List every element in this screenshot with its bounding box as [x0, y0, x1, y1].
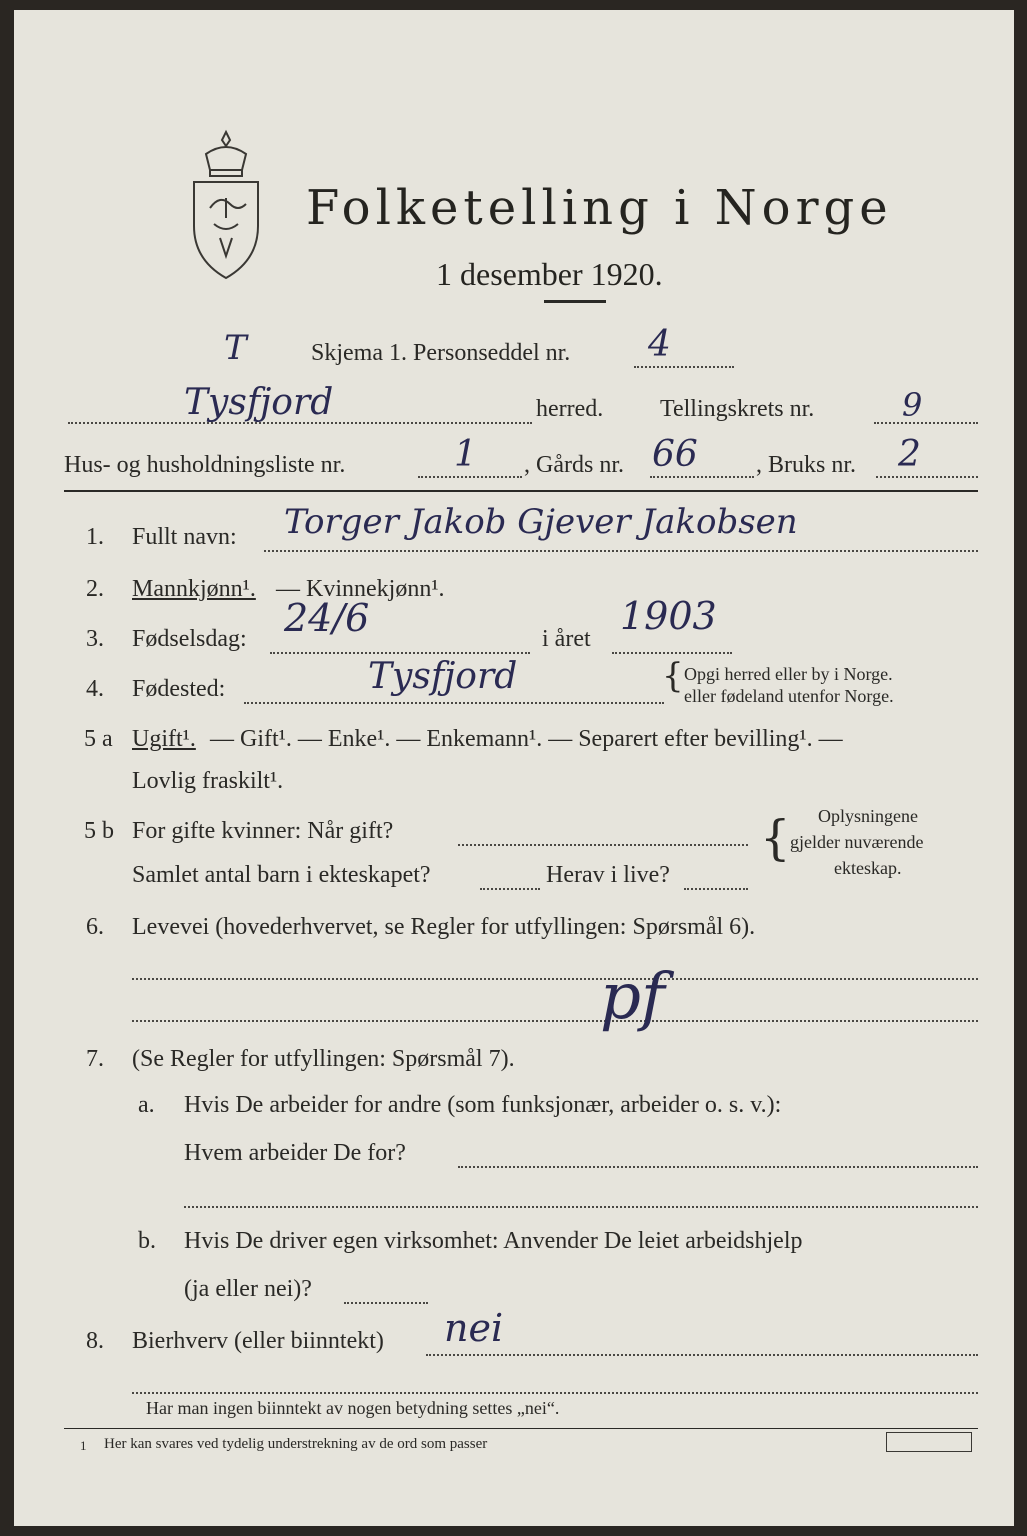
coat-of-arms-icon: [180, 128, 272, 288]
q7b-letter: b.: [138, 1228, 156, 1254]
birth-year-line: [612, 652, 732, 654]
q7-label: (Se Regler for utfyllingen: Spørsmål 7).: [132, 1046, 515, 1072]
birth-year-value[interactable]: 1903: [620, 594, 717, 638]
married-when-label: For gifte kvinner: Når gift?: [132, 818, 394, 844]
schema-number-line: [634, 366, 734, 368]
footnote-text: Her kan svares ved tydelig understrekning av de ord som passer: [104, 1436, 488, 1452]
q7b-hired-help-line: [344, 1302, 428, 1304]
marriage-note-line2: gjelder nuværende: [790, 832, 924, 852]
marriage-note-line1: Oplysningene: [818, 806, 918, 826]
tellingskrets-label: Tellingskrets nr.: [660, 396, 815, 422]
q7a-letter: a.: [138, 1092, 155, 1118]
tellingskrets-line: [874, 422, 978, 424]
schema-initial-mark: T: [224, 328, 247, 368]
schema-number-value[interactable]: 4: [648, 324, 671, 365]
birthdate-value[interactable]: 24/6: [284, 596, 370, 640]
header-rule: [64, 490, 978, 492]
footnote-marker: 1: [80, 1438, 87, 1453]
birthplace-value[interactable]: Tysfjord: [368, 656, 518, 697]
side-income-line: [426, 1354, 978, 1356]
herred-value[interactable]: Tysfjord: [184, 382, 334, 423]
marital-divorced-option[interactable]: Lovlig fraskilt¹.: [132, 768, 284, 794]
children-alive-line: [684, 888, 748, 890]
item-number-2: 2.: [86, 576, 104, 602]
footnote-rule: [64, 1428, 978, 1429]
marriage-note-line3: ekteskap.: [834, 858, 902, 878]
q7b-hired-help-label: (ja eller nei)?: [184, 1276, 312, 1302]
marriage-note-bracket: {: [760, 810, 791, 866]
item-number-8: 8.: [86, 1328, 104, 1354]
form-title: Folketelling i Norge: [306, 180, 893, 236]
children-count-line: [480, 888, 540, 890]
children-count-label: Samlet antal barn i ekteskapet?: [132, 862, 431, 888]
occupation-value[interactable]: pf: [600, 960, 665, 1034]
q7a-employer-line: [458, 1166, 978, 1168]
schema-label: Skjema 1. Personseddel nr.: [311, 340, 571, 366]
item-number-5a: 5 a: [84, 726, 113, 752]
q7b-question: Hvis De driver egen virksomhet: Anvender De leiet arbeidshjelp: [184, 1228, 803, 1254]
q7a-question: Hvis De arbeider for andre (som funksjonær, arbeider o. s. v.):: [184, 1092, 782, 1118]
printer-stamp: [886, 1432, 972, 1452]
side-income-line-2: [132, 1392, 978, 1394]
item-number-1: 1.: [86, 524, 104, 550]
husliste-line: [418, 476, 522, 478]
side-income-label: Bierhverv (eller biinntekt): [132, 1328, 384, 1354]
gards-label: , Gårds nr.: [524, 452, 624, 478]
birthdate-line: [270, 652, 530, 654]
children-alive-label: Herav i live?: [546, 862, 670, 888]
birthdate-label: Fødselsdag:: [132, 626, 247, 652]
census-form-page: [14, 10, 1014, 1526]
side-income-value[interactable]: nei: [444, 1306, 504, 1350]
item-number-4: 4.: [86, 676, 104, 702]
marital-other-options[interactable]: — Gift¹. — Enke¹. — Enkemann¹. — Separert efter bevilling¹. —: [210, 726, 843, 752]
birthplace-note-bracket: {: [662, 656, 684, 696]
gards-value[interactable]: 66: [652, 434, 698, 475]
q7a-employer-line-2: [184, 1206, 978, 1208]
full-name-line: [264, 550, 978, 552]
bruks-label: , Bruks nr.: [756, 452, 857, 478]
gards-line: [650, 476, 754, 478]
item-number-5b: 5 b: [84, 818, 114, 844]
occupation-line-2: [132, 1020, 978, 1022]
gender-female-option[interactable]: — Kvinnekjønn¹.: [276, 576, 445, 602]
birthplace-note-line2: eller fødeland utenfor Norge.: [684, 686, 894, 706]
birth-year-label: i året: [542, 626, 591, 652]
birthplace-note-line1: Opgi herred eller by i Norge.: [684, 664, 893, 684]
bruks-value[interactable]: 2: [898, 434, 921, 475]
husliste-value[interactable]: 1: [454, 434, 477, 475]
occupation-label: Levevei (hovederhvervet, se Regler for utfyllingen: Spørsmål 6).: [132, 914, 756, 940]
census-date: 1 desember 1920.: [436, 256, 663, 292]
item-number-6: 6.: [86, 914, 104, 940]
item-number-3: 3.: [86, 626, 104, 652]
full-name-value[interactable]: Torger Jakob Gjever Jakobsen: [284, 502, 798, 542]
herred-label: herred.: [536, 396, 604, 422]
item-number-7: 7.: [86, 1046, 104, 1072]
full-name-label: Fullt navn:: [132, 524, 237, 550]
husliste-label: Hus- og husholdningsliste nr.: [64, 452, 346, 478]
title-divider: [544, 300, 606, 303]
birthplace-line: [244, 702, 664, 704]
occupation-line-1: [132, 978, 978, 980]
q7a-employer-label: Hvem arbeider De for?: [184, 1140, 406, 1166]
gender-male-option[interactable]: Mannkjønn¹.: [132, 576, 256, 602]
bruks-line: [876, 476, 978, 478]
tellingskrets-value[interactable]: 9: [902, 386, 923, 424]
birthplace-label: Fødested:: [132, 676, 226, 702]
married-when-line: [458, 844, 748, 846]
side-income-note: Har man ingen biinntekt av nogen betydning settes „nei“.: [146, 1398, 560, 1418]
marital-unmarried-option[interactable]: Ugift¹.: [132, 726, 196, 752]
